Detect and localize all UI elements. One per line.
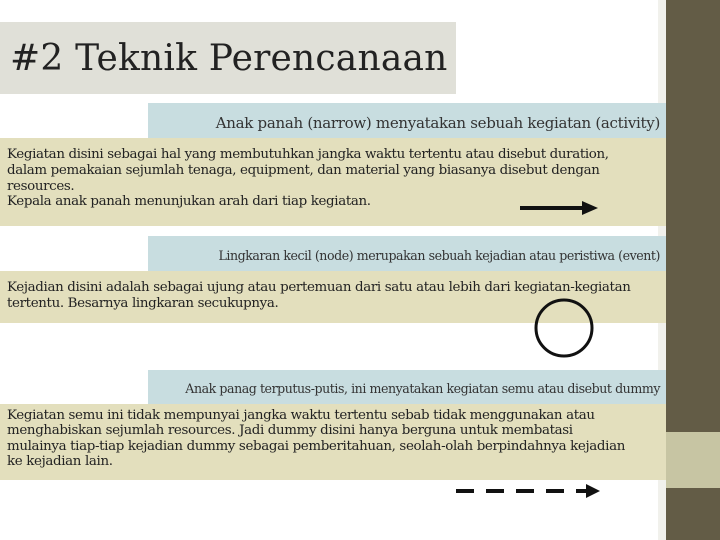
arrow-body-line: resources. [7, 178, 75, 194]
node-body-line: tertentu. Besarnya lingkaran secukupnya. [7, 295, 279, 311]
node-body-line: Kejadian disini adalah sebagai ujung atau pertemuan dari satu atau lebih dari kegiatan-kegiatan [7, 280, 631, 295]
arrow-body-line: Kepala anak panah menunjukan arah dari tiap kegiatan. [7, 194, 371, 210]
dummy-header-text: Anak panag terputus-putis, ini menyatakan kegiatan semu atau disebut dummy [185, 381, 660, 396]
circle-node-icon [531, 298, 597, 358]
node-header-text: Lingkaran kecil (node) merupakan sebuah kejadian atau peristiwa (event) [218, 248, 660, 263]
slide-title: #2 Teknik Perencanaan [10, 38, 448, 79]
arrow-body-line: dalam pemakaian sejumlah tenaga, equipment, dan material yang biasanya disebut dengan [7, 162, 600, 178]
dashed-arrow-icon [452, 480, 602, 502]
dummy-body-line: menghabiskan sejumlah resources. Jadi dummy disini hanya berguna untuk membatasi [7, 423, 573, 439]
solid-arrow-icon [516, 198, 600, 218]
right-sidebar-accent [666, 432, 720, 488]
arrow-body-line: Kegiatan disini sebagai hal yang membutuhkan jangka waktu tertentu atau disebut duration, [7, 147, 609, 162]
arrow-header-text: Anak panah (narrow) menyatakan sebuah kegiatan (activity) [215, 114, 660, 132]
dummy-body-text [7, 408, 659, 470]
dummy-body-line: ke kejadian lain. [7, 454, 113, 470]
dummy-body-line: mulainya tiap-tiap kejadian dummy sebagai pemberitahuan, seolah-olah berpindahnya kejadian [7, 438, 625, 454]
dummy-body-line: Kegiatan semu ini tidak mempunyai jangka waktu tertentu sebab tidak menggunakan atau [7, 408, 595, 423]
